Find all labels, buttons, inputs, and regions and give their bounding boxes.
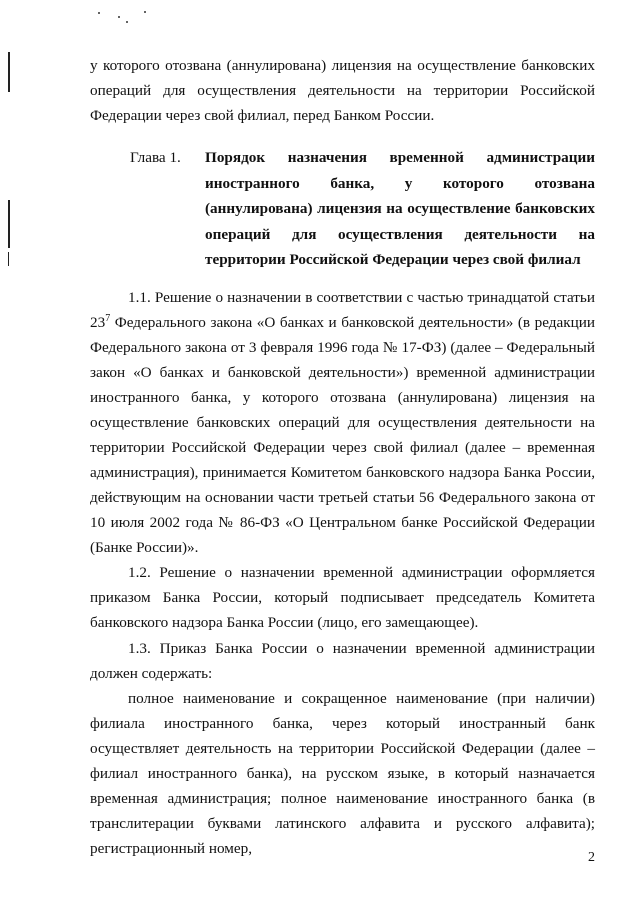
paragraph-1-3: 1.3. Приказ Банка России о назначении временной администрации должен содержать: (90, 640, 595, 682)
scan-margin-mark-top (8, 52, 10, 92)
scan-margin-mark-lower (8, 252, 9, 266)
paragraph-1-1-rest: Федерального закона «О банках и банковской деятельности» (в редакции Федерального закона от 3 февраля 1996 года № 17-ФЗ) (далее – Федеральный закон «О банках и банковской деятельности») временной администрации иностранного банка, у которого отозвана (аннулирована) лицензия на осуществление банковских операций для осуществления деятельности на территории Российской Федерации через свой филиал (далее – временная администрация), принимается Комитетом банковского надзора Банка России, действующим на основании части третьей статьи 56 Федерального закона от 10 июля 2002 года № 86-ФЗ «О Центральном банке Российской Федерации (Банке России)». (90, 314, 595, 556)
paragraph-branch-name: полное наименование и сокращенное наименование (при наличии) филиала иностранного банка, через который иностранный банк осуществляет деятельность на территории Российской Федерации (далее – филиал иностранного банка), на русском языке, в который назначается временная администрация; полное наименование иностранного банка (в транслитерации буквами латинского алфавита и русского алфавита); регистрационный номер, (90, 690, 595, 857)
intro-paragraph: у которого отозвана (аннулирована) лицензия на осуществление банковских операций для осуществления деятельности на территории Российской Федерации через свой филиал, перед Банком России. (90, 57, 595, 124)
paragraph-1-1 (90, 285, 595, 560)
chapter-label: Глава 1. (130, 149, 181, 166)
paragraph-1-2: 1.2. Решение о назначении временной администрации оформляется приказом Банка России, который подписывает председатель Комитета банковского надзора Банка России (лицо, его замещающее). (90, 564, 595, 631)
scan-specks (96, 10, 156, 24)
scan-margin-mark-middle (8, 200, 10, 248)
chapter-title: Порядок назначения временной администрации иностранного банка, у которого отозвана (аннулирована) лицензия на осуществление банковских операций для осуществления деятельности на территории Российской Федерации через свой филиал (205, 149, 595, 268)
paragraph-1-1-start: 1.1. Решение о назначении в соответствии с частью тринадцатой статьи 23 (90, 289, 595, 331)
page-number: 2 (588, 850, 595, 865)
article-superscript: 7 (105, 313, 111, 324)
